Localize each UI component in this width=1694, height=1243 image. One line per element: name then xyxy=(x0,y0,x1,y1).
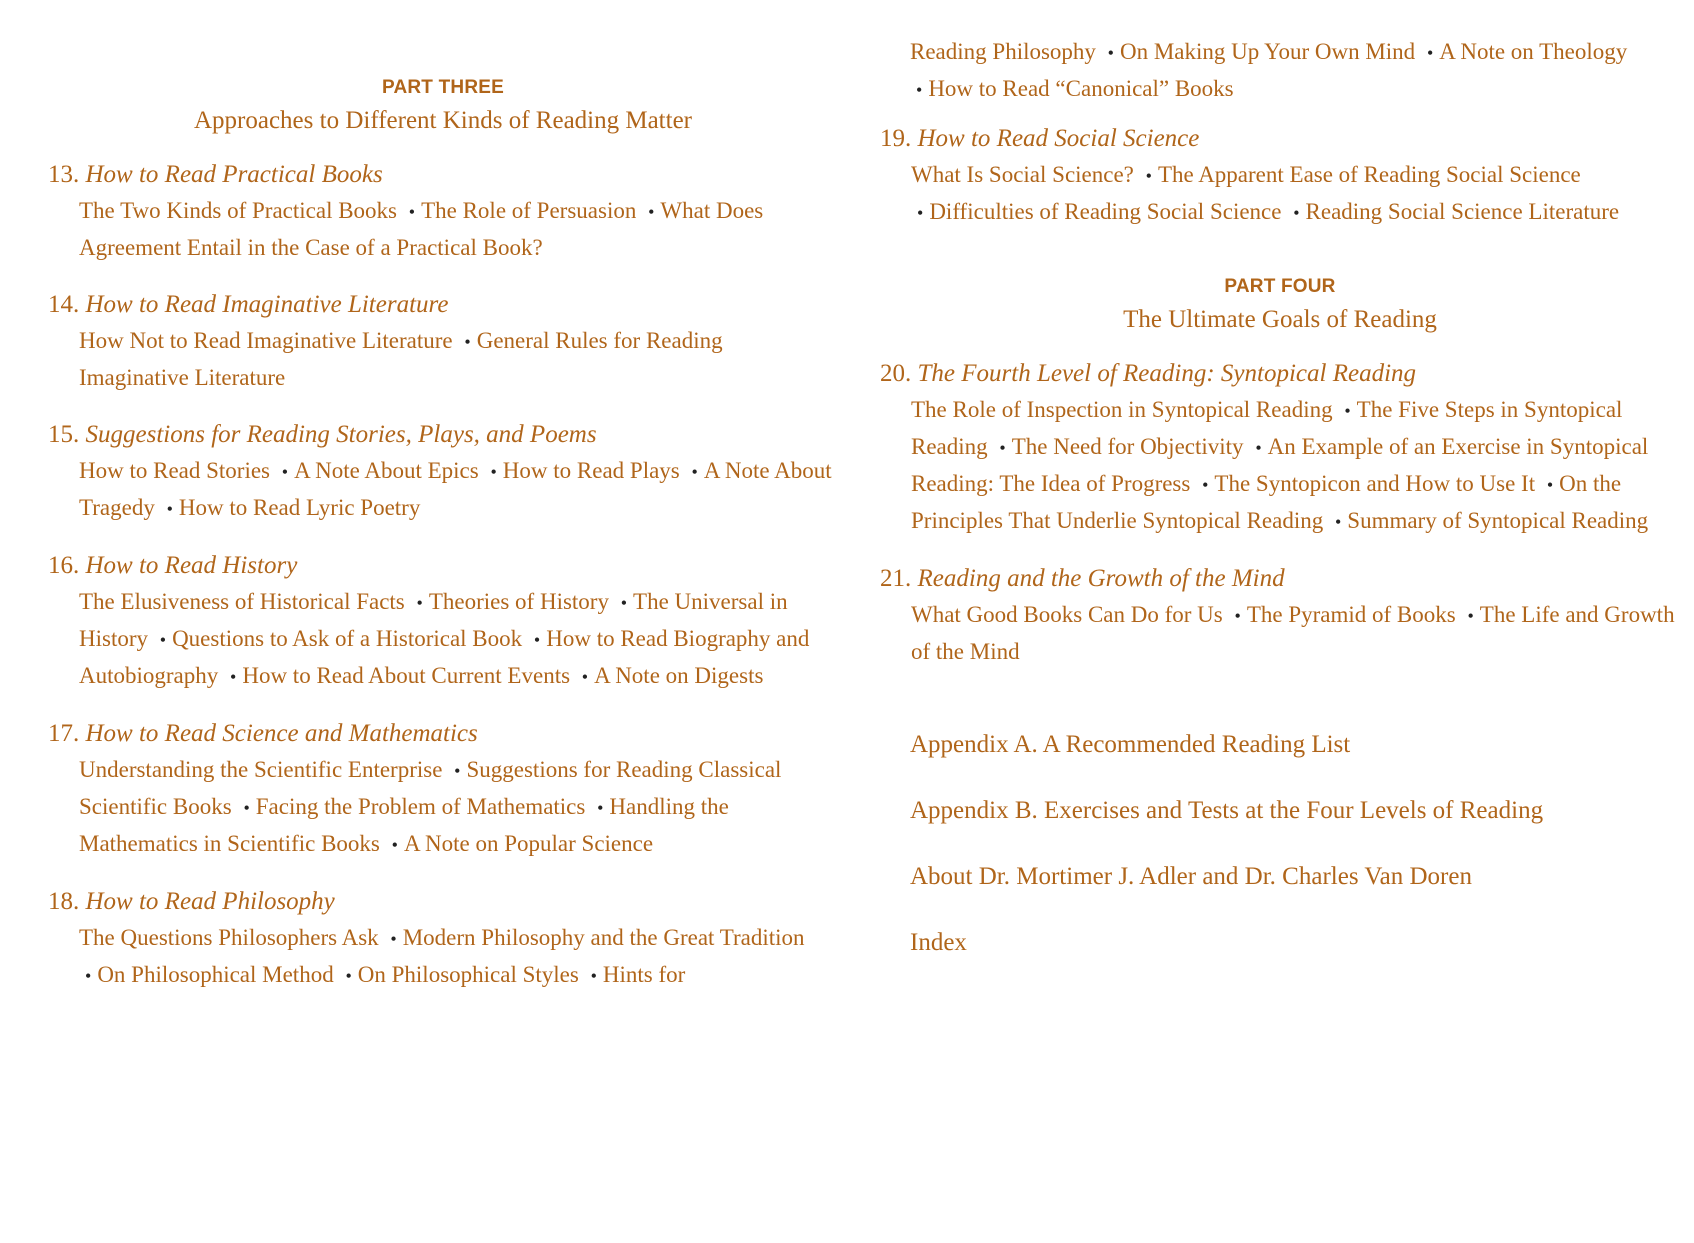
section-entry: A Note on Popular Science xyxy=(403,831,654,856)
part-three-title: Approaches to Different Kinds of Reading Matter xyxy=(193,107,692,134)
chapter-number: 16. xyxy=(48,552,80,579)
part-three-label: PART THREE xyxy=(382,77,504,98)
section-entry: Questions to Ask of a Historical Book xyxy=(172,626,523,651)
section-entry: On the Principles That Underlie Syntopical Reading xyxy=(911,471,1622,533)
section-entry: On Making Up Your Own Mind xyxy=(1119,39,1416,64)
bullet-separator: • xyxy=(464,332,471,352)
chapter-number: 19. xyxy=(880,125,912,152)
chapter-title: The Fourth Level of Reading: Syntopical Reading xyxy=(917,360,1417,387)
chapter-heading xyxy=(880,124,1680,154)
chapter-title: How to Read Practical Books xyxy=(85,161,383,188)
section-entry: The Five Steps in Syntopical Reading xyxy=(911,397,1623,459)
chapter-heading xyxy=(48,719,838,749)
chapter-sections xyxy=(79,323,838,396)
chapter-heading xyxy=(880,564,1680,594)
bullet-separator: • xyxy=(999,438,1006,458)
chapter-number: 21. xyxy=(880,565,912,592)
bullet-separator: • xyxy=(416,593,423,613)
bullet-separator: • xyxy=(408,202,416,222)
chapter-sections xyxy=(79,752,838,863)
chapter-title: How to Read Philosophy xyxy=(85,888,335,915)
chapter-title: How to Read Social Science xyxy=(917,125,1200,152)
section-entry: How to Read About Current Events xyxy=(242,663,571,688)
bullet-separator: • xyxy=(159,630,167,650)
chapter-title: Suggestions for Reading Stories, Plays, and Poems xyxy=(85,421,597,448)
section-entry: Suggestions for Reading Classical Scientific Books xyxy=(79,757,782,819)
chapter-sections xyxy=(911,597,1680,670)
chapter-title: Reading and the Growth of the Mind xyxy=(917,565,1285,592)
bullet-separator: • xyxy=(490,462,497,482)
chapter-number: 14. xyxy=(48,291,80,318)
section-entry: A Note About Tragedy xyxy=(79,458,832,520)
bullet-separator: • xyxy=(1145,166,1152,186)
bullet-separator: • xyxy=(1234,606,1241,626)
section-entry: A Note About Epics xyxy=(294,458,479,483)
section-entry: The Role of Persuasion xyxy=(421,198,637,223)
bullet-separator: • xyxy=(1426,43,1434,63)
chapter-entry xyxy=(48,719,838,863)
chapter-entry xyxy=(880,124,1680,231)
section-entry: How to Read Biography and Autobiography xyxy=(79,626,810,688)
part-four-label: PART FOUR xyxy=(1224,276,1336,297)
bullet-separator: • xyxy=(597,798,604,818)
chapter-number: 15. xyxy=(48,421,80,448)
bullet-separator: • xyxy=(1467,606,1474,626)
bullet-separator: • xyxy=(581,667,589,687)
section-entry: How to Read “Canonical” Books xyxy=(928,76,1234,101)
chapter-sections xyxy=(79,453,838,527)
bullet-separator: • xyxy=(1202,475,1209,495)
chapter-heading xyxy=(48,420,838,450)
bullet-separator: • xyxy=(1255,438,1262,458)
chapter-sections xyxy=(79,920,838,994)
back-matter-list xyxy=(880,730,1680,958)
left-column xyxy=(48,0,838,994)
section-entry: Facing the Problem of Mathematics xyxy=(255,794,586,819)
bullet-separator: • xyxy=(230,667,237,687)
back-matter-entry: Appendix A. A Recommended Reading List xyxy=(910,731,1351,758)
bullet-separator: • xyxy=(1344,401,1351,421)
bullet-separator: • xyxy=(1334,512,1342,532)
section-entry: On Philosophical Method xyxy=(97,962,334,987)
right-chapter-list-after xyxy=(880,359,1680,670)
chapter-heading xyxy=(48,551,838,581)
part-four-title: The Ultimate Goals of Reading xyxy=(1123,306,1437,333)
bullet-separator: • xyxy=(590,966,597,986)
section-entry: The Apparent Ease of Reading Social Science xyxy=(1157,162,1581,187)
section-entry: What Good Books Can Do for Us xyxy=(911,602,1223,627)
chapter-number: 17. xyxy=(48,720,80,747)
chapter-title: How to Read Science and Mathematics xyxy=(85,720,478,747)
section-entry: Reading Social Science Literature xyxy=(1305,199,1620,224)
section-entry: The Pyramid of Books xyxy=(1246,602,1456,627)
bullet-separator: • xyxy=(85,966,92,986)
section-entry: The Two Kinds of Practical Books xyxy=(79,198,398,223)
section-entry: Understanding the Scientific Enterprise xyxy=(79,757,443,782)
section-entry: Modern Philosophy and the Great Tradition xyxy=(402,925,805,950)
section-entry: How to Read Plays xyxy=(502,458,680,483)
section-entry: Handling the Mathematics in Scientific Books xyxy=(79,794,729,856)
back-matter-entry: Appendix B. Exercises and Tests at the Four Levels of Reading xyxy=(910,797,1544,824)
section-entry: An Example of an Exercise in Syntopical Reading: The Idea of Progress xyxy=(911,434,1649,496)
chapter-entry xyxy=(48,887,838,994)
bullet-separator: • xyxy=(917,203,924,223)
chapter-number: 13. xyxy=(48,161,80,188)
bullet-separator: • xyxy=(243,798,250,818)
section-entry: Summary of Syntopical Reading xyxy=(1347,508,1649,533)
chapter-heading xyxy=(48,160,838,190)
right-column xyxy=(880,0,1680,994)
chapter-sections xyxy=(79,193,838,266)
bullet-separator: • xyxy=(916,80,923,100)
section-entry: The Elusiveness of Historical Facts xyxy=(79,589,405,614)
chapter-entry xyxy=(48,290,838,396)
left-chapter-list xyxy=(48,160,838,994)
section-entry: A Note on Digests xyxy=(594,663,764,688)
chapter-number: 20. xyxy=(880,360,912,387)
bullet-separator: • xyxy=(391,835,398,855)
section-entry: The Need for Objectivity xyxy=(1011,434,1244,459)
section-entry: General Rules for Reading Imaginative Literature xyxy=(79,328,723,390)
chapter-entry xyxy=(48,160,838,266)
bullet-separator: • xyxy=(390,929,397,949)
bullet-separator: • xyxy=(533,630,541,650)
section-entry: What Does Agreement Entail in the Case of a Practical Book? xyxy=(79,198,764,260)
bullet-separator: • xyxy=(454,761,461,781)
bullet-separator: • xyxy=(691,462,698,482)
continued-sections-chapter-18 xyxy=(910,34,1680,108)
chapter-number: 18. xyxy=(48,888,80,915)
section-entry: Hints for xyxy=(602,962,686,987)
section-entry: How to Read Stories xyxy=(79,458,271,483)
back-matter-entry: Index xyxy=(910,929,967,956)
section-entry: A Note on Theology xyxy=(1439,39,1628,64)
bullet-separator: • xyxy=(281,462,289,482)
section-entry: Difficulties of Reading Social Science xyxy=(929,199,1282,224)
section-entry: The Questions Philosophers Ask xyxy=(79,925,379,950)
bullet-separator: • xyxy=(1107,43,1114,63)
section-entry: The Role of Inspection in Syntopical Reading xyxy=(911,397,1333,422)
section-entry: On Philosophical Styles xyxy=(357,962,579,987)
section-entry: How Not to Read Imaginative Literature xyxy=(79,328,453,353)
section-entry: The Universal in History xyxy=(79,589,788,651)
bullet-separator: • xyxy=(345,966,352,986)
chapter-entry xyxy=(48,420,838,527)
bullet-separator: • xyxy=(1293,203,1300,223)
chapter-entry xyxy=(880,359,1680,540)
chapter-heading xyxy=(48,290,838,320)
section-entry: Reading Philosophy xyxy=(910,39,1096,64)
back-matter-entry: About Dr. Mortimer J. Adler and Dr. Charles Van Doren xyxy=(910,863,1472,890)
bullet-separator: • xyxy=(1546,475,1554,495)
chapter-heading xyxy=(880,359,1680,389)
bullet-separator: • xyxy=(166,499,173,519)
chapter-sections xyxy=(911,157,1680,231)
bullet-separator: • xyxy=(620,593,628,613)
section-entry: The Life and Growth of the Mind xyxy=(911,602,1675,664)
chapter-sections xyxy=(911,392,1680,540)
chapter-heading xyxy=(48,887,838,917)
chapter-title: How to Read History xyxy=(85,552,298,579)
section-entry: Theories of History xyxy=(428,589,609,614)
right-chapter-list-before xyxy=(880,124,1680,231)
chapter-title: How to Read Imaginative Literature xyxy=(85,291,449,318)
section-entry: How to Read Lyric Poetry xyxy=(178,495,421,520)
chapter-entry xyxy=(880,564,1680,670)
chapter-entry xyxy=(48,551,838,695)
section-entry: What Is Social Science? xyxy=(911,162,1134,187)
bullet-separator: • xyxy=(648,202,655,222)
chapter-sections xyxy=(79,584,838,695)
section-entry: The Syntopicon and How to Use It xyxy=(1214,471,1536,496)
